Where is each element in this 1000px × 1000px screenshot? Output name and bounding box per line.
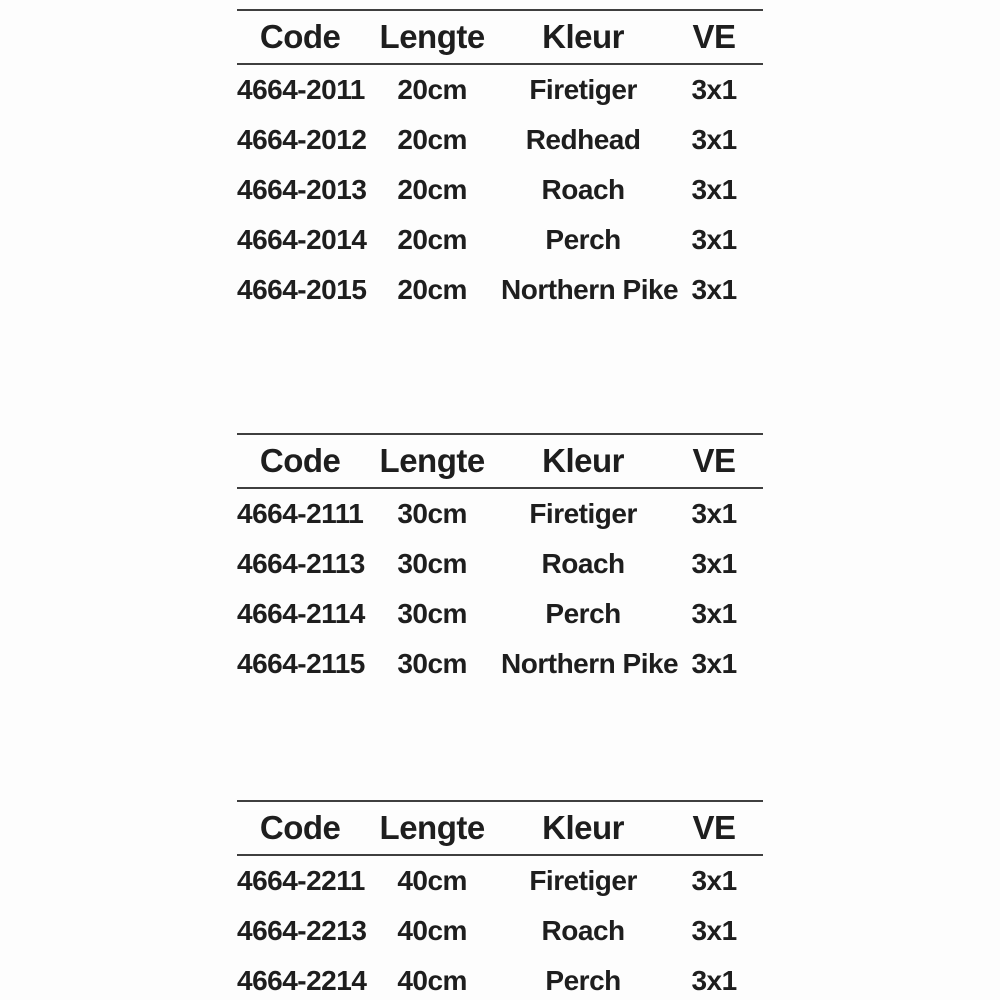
table-body bbox=[237, 856, 763, 1000]
cell-kleur: Firetiger bbox=[529, 498, 637, 529]
cell-lengte: 40cm bbox=[397, 965, 467, 996]
cell-kleur: Firetiger bbox=[529, 865, 637, 896]
cell-lengte: 20cm bbox=[397, 74, 467, 105]
column-header-kleur: Kleur bbox=[542, 809, 625, 846]
table-row bbox=[237, 115, 763, 165]
cell-lengte: 20cm bbox=[397, 274, 467, 305]
column-header-ve: VE bbox=[692, 809, 736, 846]
product-table-20cm bbox=[237, 9, 763, 315]
cell-ve: 3x1 bbox=[691, 915, 737, 946]
table-header-row bbox=[237, 802, 763, 854]
cell-code: 4664-2111 bbox=[237, 498, 364, 529]
cell-code: 4664-2114 bbox=[237, 598, 365, 629]
column-header-kleur: Kleur bbox=[542, 442, 625, 479]
cell-kleur: Perch bbox=[545, 965, 621, 996]
column-header-ve: VE bbox=[692, 18, 736, 55]
cell-kleur: Redhead bbox=[525, 124, 641, 155]
cell-lengte: 40cm bbox=[397, 915, 467, 946]
cell-code: 4664-2213 bbox=[237, 915, 367, 946]
column-header-code: Code bbox=[259, 442, 341, 479]
cell-kleur: Roach bbox=[541, 174, 625, 205]
table-row bbox=[237, 65, 763, 115]
column-header-code: Code bbox=[259, 809, 341, 846]
product-table-40cm bbox=[237, 800, 763, 1000]
cell-lengte: 30cm bbox=[397, 548, 467, 579]
cell-code: 4664-2014 bbox=[237, 224, 367, 255]
table-body bbox=[237, 489, 763, 689]
cell-ve: 3x1 bbox=[691, 598, 737, 629]
cell-lengte: 20cm bbox=[397, 224, 467, 255]
cell-lengte: 40cm bbox=[397, 865, 467, 896]
cell-code: 4664-2013 bbox=[237, 174, 367, 205]
cell-ve: 3x1 bbox=[691, 74, 737, 105]
cell-ve: 3x1 bbox=[691, 648, 737, 679]
cell-ve: 3x1 bbox=[691, 174, 737, 205]
cell-kleur: Perch bbox=[545, 598, 621, 629]
cell-ve: 3x1 bbox=[691, 965, 737, 996]
cell-ve: 3x1 bbox=[691, 865, 737, 896]
cell-ve: 3x1 bbox=[691, 548, 737, 579]
cell-kleur: Roach bbox=[541, 548, 625, 579]
column-header-lengte: Lengte bbox=[379, 809, 485, 846]
table-row bbox=[237, 265, 763, 315]
cell-lengte: 30cm bbox=[397, 498, 467, 529]
table-row bbox=[237, 956, 763, 1000]
table-header-row bbox=[237, 435, 763, 487]
table-row bbox=[237, 215, 763, 265]
table-row bbox=[237, 639, 763, 689]
cell-ve: 3x1 bbox=[691, 274, 737, 305]
table-row bbox=[237, 165, 763, 215]
cell-code: 4664-2011 bbox=[237, 74, 365, 105]
table-row bbox=[237, 489, 763, 539]
cell-kleur: Northern Pike bbox=[501, 274, 679, 305]
table-row bbox=[237, 539, 763, 589]
cell-ve: 3x1 bbox=[691, 498, 737, 529]
column-header-lengte: Lengte bbox=[379, 18, 485, 55]
cell-code: 4664-2211 bbox=[237, 865, 365, 896]
cell-code: 4664-2115 bbox=[237, 648, 365, 679]
cell-code: 4664-2113 bbox=[237, 548, 365, 579]
column-header-lengte: Lengte bbox=[379, 442, 485, 479]
column-header-ve: VE bbox=[692, 442, 736, 479]
cell-kleur: Perch bbox=[545, 224, 621, 255]
cell-lengte: 20cm bbox=[397, 124, 467, 155]
cell-lengte: 30cm bbox=[397, 648, 467, 679]
table-body bbox=[237, 65, 763, 315]
column-header-kleur: Kleur bbox=[542, 18, 625, 55]
cell-code: 4664-2015 bbox=[237, 274, 367, 305]
table-row bbox=[237, 906, 763, 956]
cell-kleur: Firetiger bbox=[529, 74, 637, 105]
cell-lengte: 20cm bbox=[397, 174, 467, 205]
cell-lengte: 30cm bbox=[397, 598, 467, 629]
cell-kleur: Roach bbox=[541, 915, 625, 946]
table-row bbox=[237, 856, 763, 906]
table-row bbox=[237, 589, 763, 639]
product-table-30cm bbox=[237, 433, 763, 689]
cell-ve: 3x1 bbox=[691, 224, 737, 255]
cell-ve: 3x1 bbox=[691, 124, 737, 155]
table-header-row bbox=[237, 11, 763, 63]
cell-code: 4664-2214 bbox=[237, 965, 367, 996]
cell-code: 4664-2012 bbox=[237, 124, 367, 155]
cell-kleur: Northern Pike bbox=[501, 648, 679, 679]
column-header-code: Code bbox=[259, 18, 341, 55]
